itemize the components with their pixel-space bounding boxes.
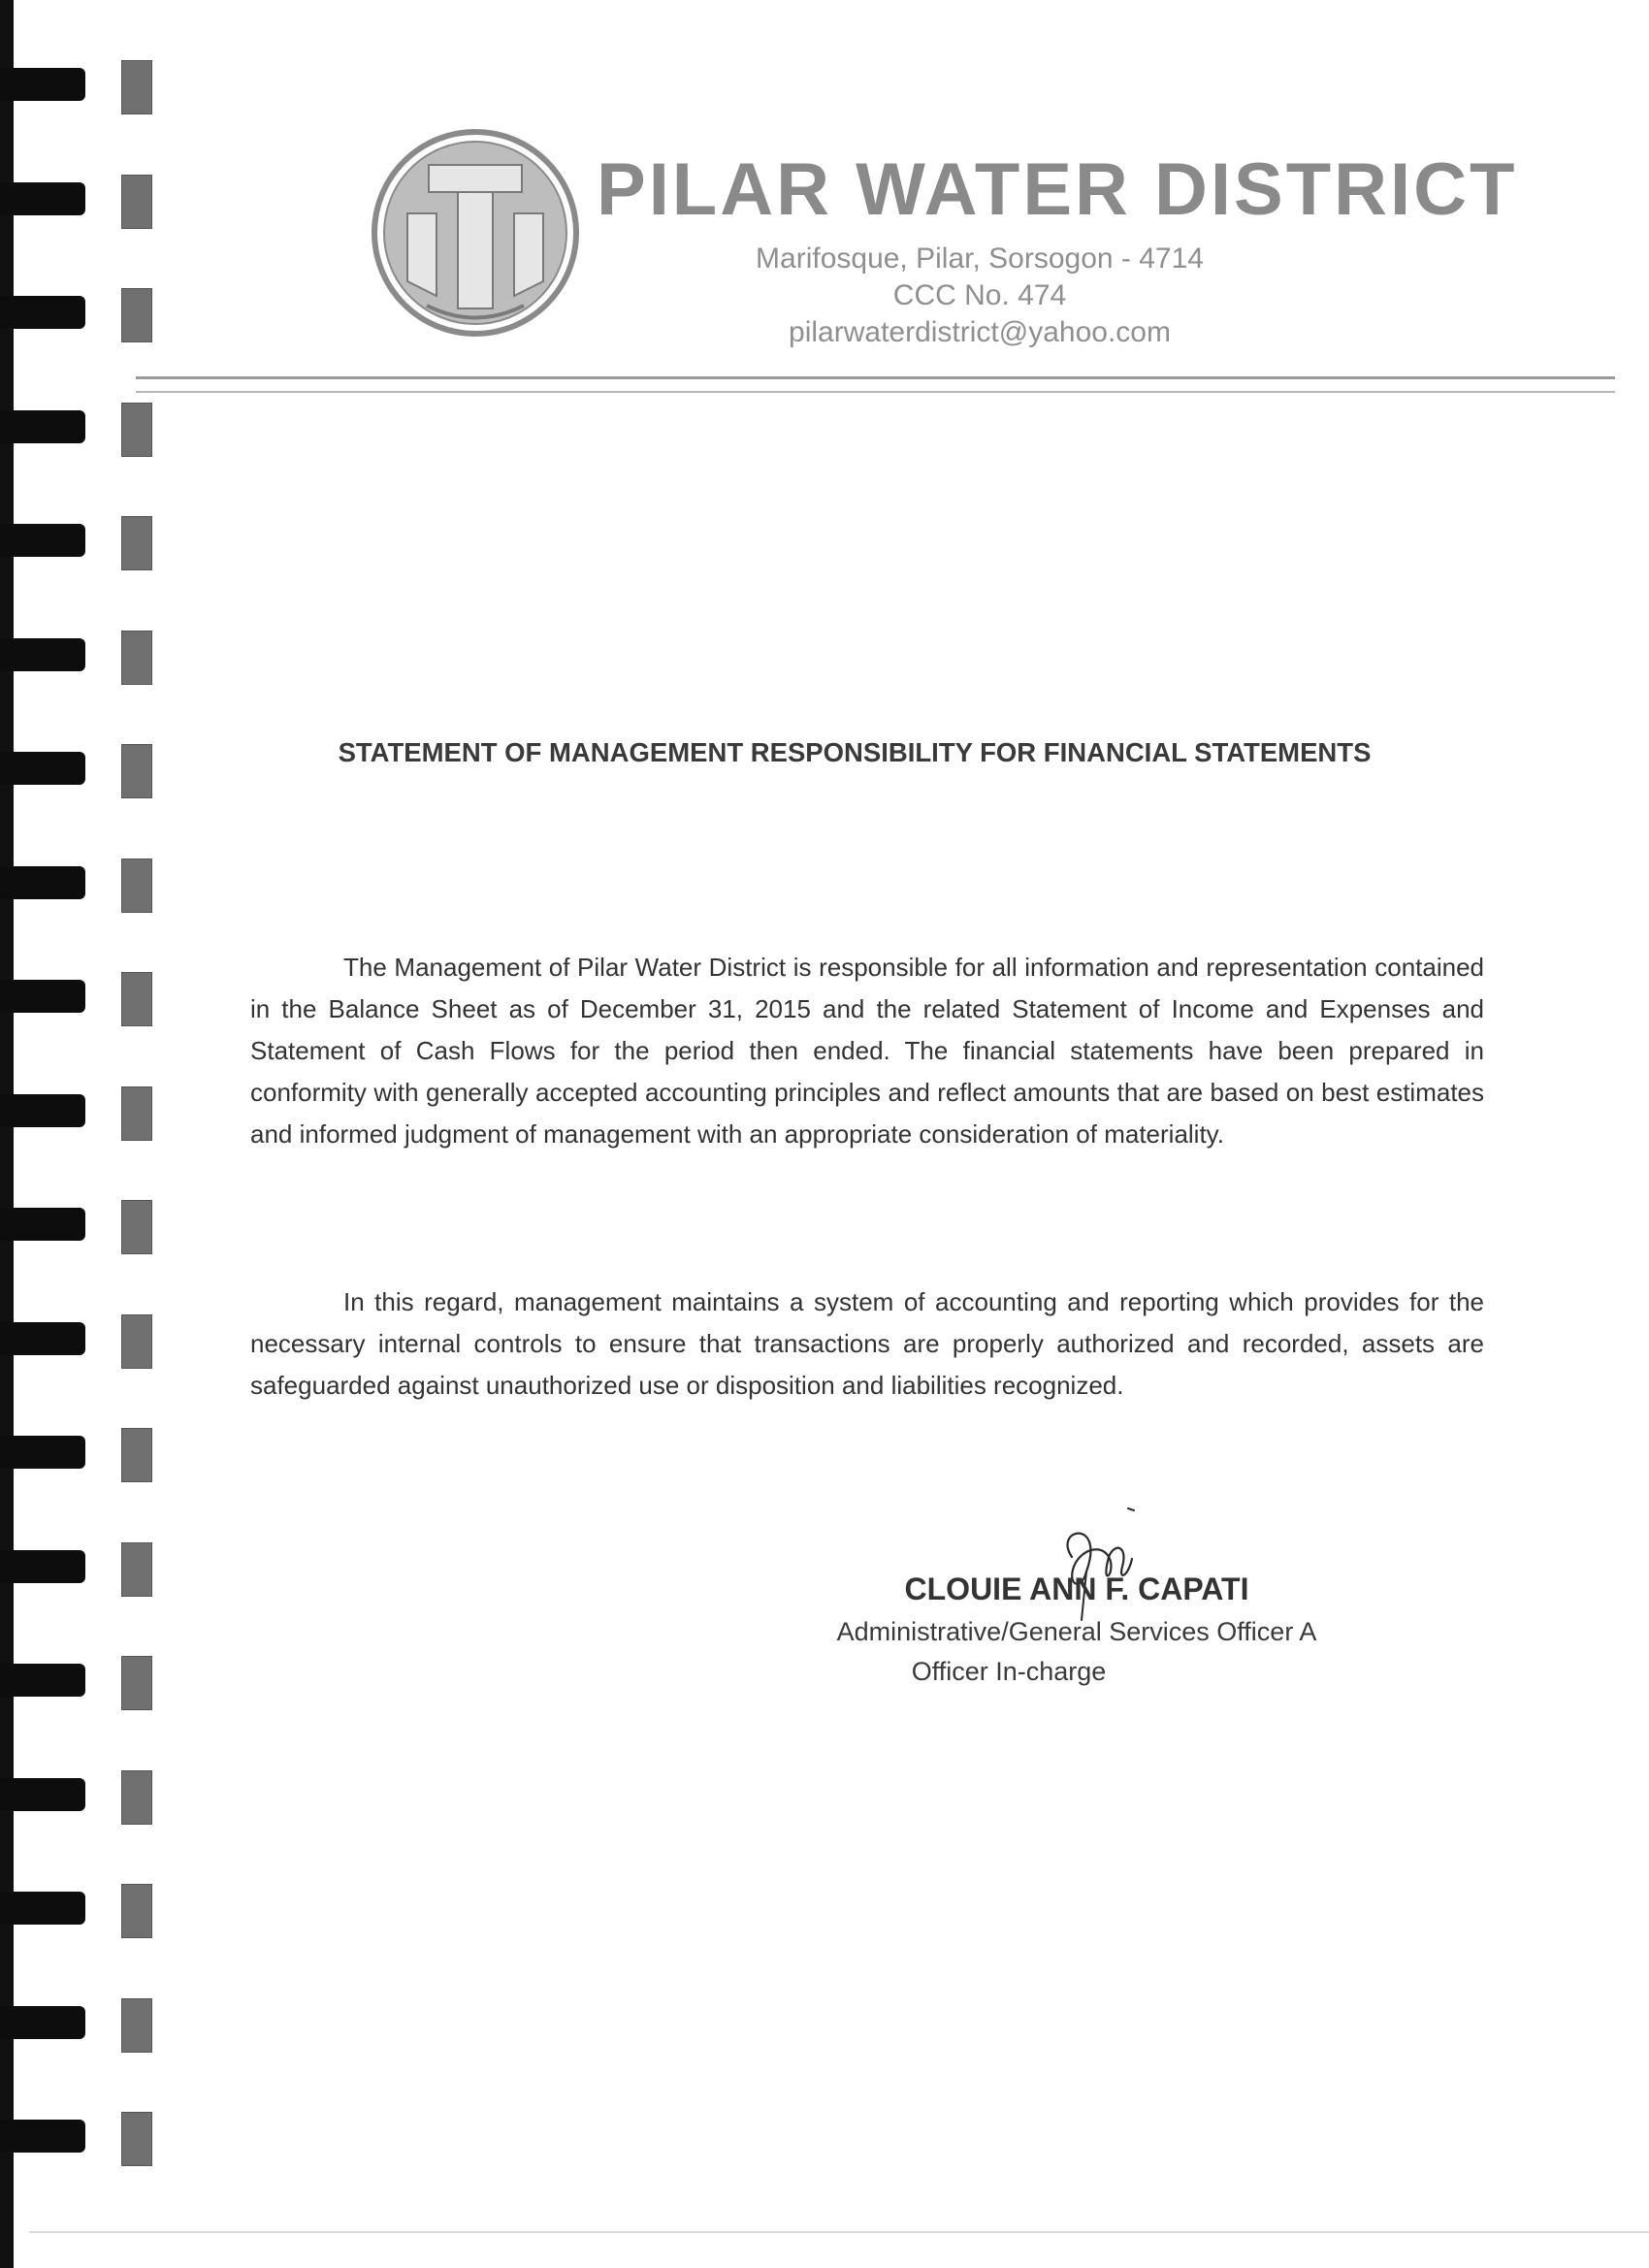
punch-hole — [121, 403, 152, 457]
binding-loop — [0, 410, 85, 443]
punch-hole — [121, 516, 152, 570]
document-title: STATEMENT OF MANAGEMENT RESPONSIBILITY FOR FINANCIAL STATEMENTS — [338, 737, 1372, 767]
organization-name: PILAR WATER DISTRICT — [597, 148, 1518, 231]
binding-loop — [0, 2120, 85, 2153]
punch-hole — [121, 2112, 152, 2166]
letterhead-divider — [136, 376, 1615, 393]
punch-hole — [121, 1200, 152, 1254]
body-paragraph: The Management of Pilar Water District is responsible for all information and representation contained in the Balance Sheet as of December 31, 2015 and the related Statement of Income and Expenses and Statement of Cash Flows for the period then ended. The financial statements have been prepared in conformity with generally accepted accounting principles and reflect amounts that are based on best estimates and informed judgment of management with an appropriate consideration of materiality. — [250, 953, 1484, 1149]
binding-loop — [0, 1550, 85, 1583]
punch-hole — [121, 1656, 152, 1710]
binding-loop — [0, 1664, 85, 1697]
punch-hole — [121, 1542, 152, 1597]
binding-loop — [0, 524, 85, 557]
organization-ccc-number: CCC No. 474 — [892, 279, 1067, 311]
signatory-name: CLOUIE ANN F. CAPATI — [904, 1571, 1249, 1606]
punch-hole — [121, 288, 152, 342]
binding-loop — [0, 638, 85, 671]
binding-loop — [0, 182, 85, 215]
punch-hole — [121, 1314, 152, 1369]
binding-loop — [0, 296, 85, 329]
organization-address: Marifosque, Pilar, Sorsogon - 4714 — [756, 243, 1204, 275]
binding-loop — [0, 1322, 85, 1355]
punch-hole — [121, 744, 152, 798]
signatory-title: Administrative/General Services Officer A — [836, 1617, 1317, 1646]
binding-loop — [0, 752, 85, 785]
punch-hole — [121, 631, 152, 685]
punch-hole — [121, 1884, 152, 1938]
binding-loop — [0, 1208, 85, 1241]
binding-loop — [0, 1892, 85, 1925]
binding-loop — [0, 1436, 85, 1469]
punch-hole — [121, 859, 152, 913]
binding-loop — [0, 1778, 85, 1811]
binding-loop — [0, 68, 85, 101]
binding-loop — [0, 1094, 85, 1127]
binding-loop — [0, 866, 85, 899]
punch-hole — [121, 1770, 152, 1825]
punch-hole — [121, 972, 152, 1026]
punch-hole — [121, 1086, 152, 1141]
page-bottom-edge — [29, 2231, 1649, 2233]
organization-email: pilarwaterdistrict@yahoo.com — [789, 316, 1171, 348]
spiral-binding — [0, 0, 170, 2268]
letterhead — [369, 126, 1518, 359]
punch-hole — [121, 1998, 152, 2053]
punch-hole — [121, 1428, 152, 1482]
binding-loop — [0, 2006, 85, 2039]
body-paragraph: In this regard, management maintains a system of accounting and reporting which provides for the necessary internal controls to ensure that transactions are properly authorized and recorded, assets are safeguarded against unauthorized use or disposition and liabilities recognized. — [250, 1287, 1484, 1400]
signatory-role: Officer In-charge — [911, 1657, 1107, 1686]
punch-hole — [121, 60, 152, 114]
binding-loop — [0, 980, 85, 1013]
punch-hole — [121, 175, 152, 229]
district-logo-icon — [369, 126, 582, 340]
binding-spine — [0, 0, 14, 2268]
